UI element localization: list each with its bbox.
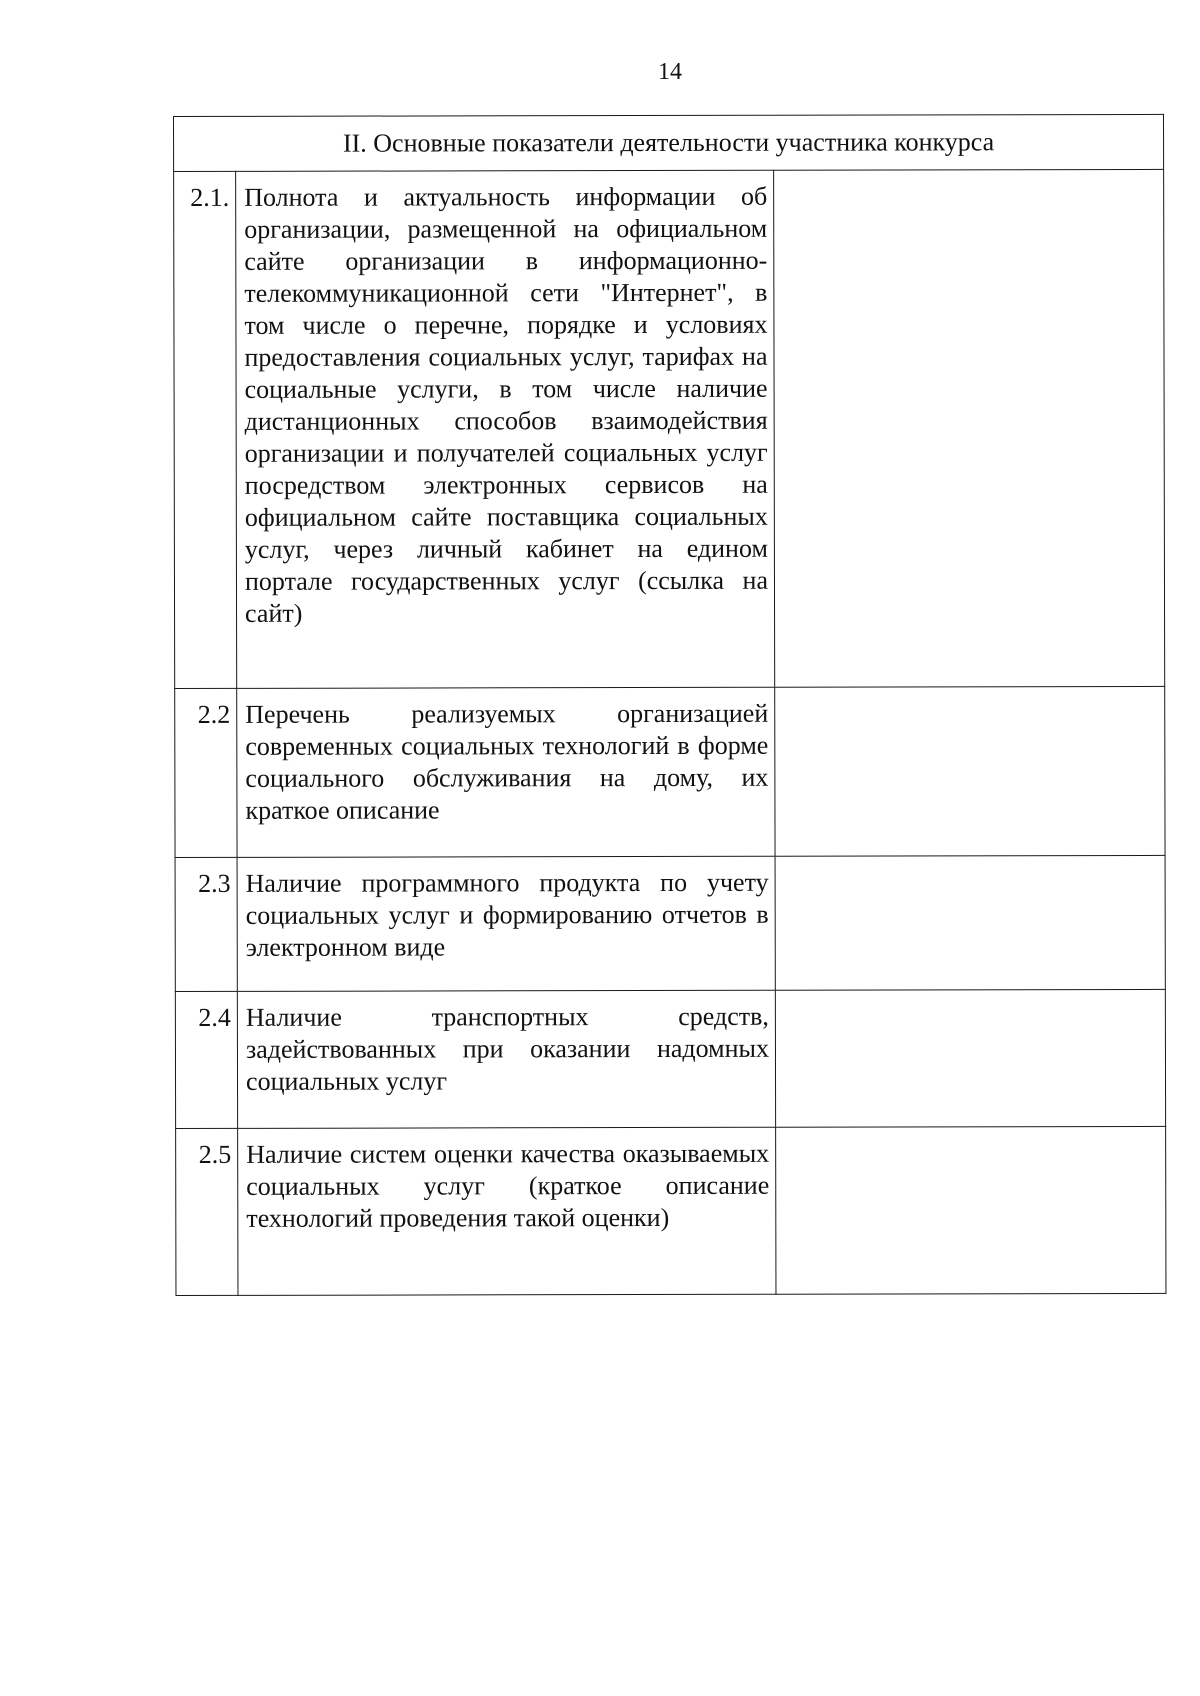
criterion-text: Перечень реализуемых организацией современных социальных технологий в форме социального обслуживания на дому, их краткое описание bbox=[237, 687, 775, 857]
value-cell[interactable] bbox=[774, 169, 1165, 687]
criteria-table bbox=[173, 114, 1166, 1296]
value-cell[interactable] bbox=[775, 686, 1165, 856]
row-number: 2.3 bbox=[175, 857, 237, 991]
section-heading-row bbox=[174, 114, 1164, 171]
table-row bbox=[175, 686, 1165, 857]
row-number: 2.2 bbox=[175, 688, 237, 857]
row-number: 2.5 bbox=[176, 1128, 238, 1295]
section-heading: II. Основные показатели деятельности участника конкурса bbox=[174, 114, 1164, 171]
value-cell[interactable] bbox=[775, 989, 1165, 1127]
value-cell[interactable] bbox=[776, 1126, 1166, 1294]
criterion-text: Наличие программного продукта по учету социальных услуг и формированию отчетов в электронном виде bbox=[237, 856, 775, 991]
page-number: 14 bbox=[658, 59, 682, 85]
row-number: 2.4 bbox=[175, 991, 237, 1128]
table-row bbox=[175, 855, 1165, 991]
value-cell[interactable] bbox=[775, 855, 1165, 990]
criterion-text: Наличие транспортных средств, задействованных при оказании надомных социальных услуг bbox=[237, 990, 775, 1128]
criterion-text: Наличие систем оценки качества оказываемых социальных услуг (краткое описание технологий проведения такой оценки) bbox=[238, 1127, 776, 1295]
criterion-text: Полнота и актуальность информации об организации, размещенной на официальном сайте организации в информационно-телекоммуникационной сети "Интернет", в том числе о перечне, порядке и условиях предоставления социальных услуг, тарифах на социальные услуги, в том числе наличие дистанционных способов взаимодействия организации и получателей социальных услуг посредством электронных сервисов на официальном сайте поставщика социальных услуг, через личный кабинет на едином портале государственных услуг (ссылка на сайт) bbox=[236, 170, 775, 688]
table-row bbox=[174, 169, 1165, 688]
row-number: 2.1. bbox=[174, 171, 237, 688]
table-row bbox=[175, 989, 1165, 1128]
table-row bbox=[176, 1126, 1166, 1295]
